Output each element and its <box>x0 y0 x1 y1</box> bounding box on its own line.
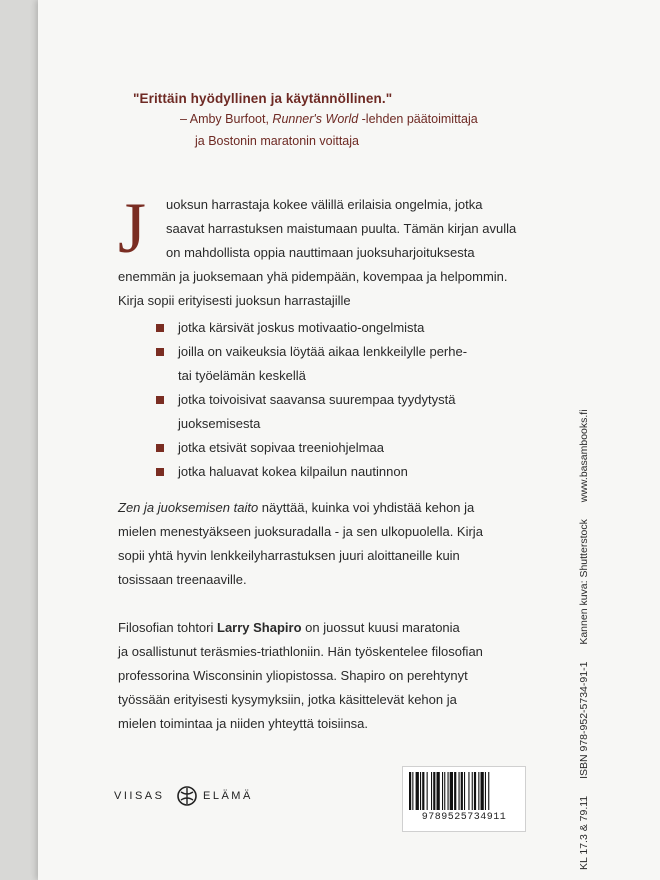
bullet-square-icon <box>156 444 164 452</box>
zen-line: mielen menestyäkseen juoksuradalla - ja sen ulkopuolella. Kirja <box>118 524 483 539</box>
quote-attribution-line2: ja Bostonin maratonin voittaja <box>195 134 359 148</box>
author-line: ja osallistunut teräsmies-triathloniin. Hän työskentelee filosofian <box>118 644 483 659</box>
isbn-text: ISBN 978-952-5734-91-1 <box>578 661 590 779</box>
zen-line: tosissaan treenaaville. <box>118 572 247 587</box>
bullet-item: joilla on vaikeuksia löytää aikaa lenkkeilylle perhe- <box>178 344 468 359</box>
intro-line: on mahdollista oppia nauttimaan juoksuharjoituksesta <box>166 245 475 260</box>
barcode-number: 9789525734911 <box>421 812 507 823</box>
isbn-barcode <box>402 766 526 832</box>
bullet-item: jotka kärsivät joskus motivaatio-ongelmista <box>178 320 425 335</box>
zen-line: Zen ja juoksemisen taito näyttää, kuinka voi yhdistää kehon ja <box>118 500 475 515</box>
bullet-item-cont: tai työelämän keskellä <box>178 368 306 383</box>
author-line: Filosofian tohtori Larry Shapiro on juossut kuusi maratonia <box>118 620 460 635</box>
drop-cap: J <box>118 188 147 268</box>
zen-line: sopii yhtä hyvin lenkkeilyharrastuksen juuri aloittaneille kuin <box>118 548 460 563</box>
author-line: professorina Wisconsinin yliopistossa. Shapiro on perehtynyt <box>118 668 468 683</box>
bullet-item-cont: juoksemisesta <box>178 416 261 431</box>
quote-attribution: – Amby Burfoot, Runner's World -lehden päätoimittaja <box>180 112 478 126</box>
intro-line: Kirja sopii erityisesti juoksun harrastajille <box>118 293 351 308</box>
publisher-name-right: ELÄMÄ <box>203 790 253 802</box>
publisher-url: www.basambooks.fi <box>578 409 590 503</box>
bullet-square-icon <box>156 468 164 476</box>
circle-emblem-icon <box>177 786 197 806</box>
author-line: mielen toimintaa ja niiden yhteyttä toisiinsa. <box>118 716 369 731</box>
review-quote: "Erittäin hyödyllinen ja käytännöllinen." <box>133 91 393 106</box>
bullet-square-icon <box>156 396 164 404</box>
author-name: Larry Shapiro <box>217 620 302 635</box>
publisher-name-left: VIISAS <box>114 790 165 802</box>
bullet-square-icon <box>156 324 164 332</box>
bullet-item: jotka haluavat kokea kilpailun nautinnon <box>178 464 408 479</box>
cover-credit: Kannen kuva: Shutterstock <box>578 519 590 645</box>
bullet-item: jotka toivoisivat saavansa suurempaa tyydytystä <box>178 392 456 407</box>
intro-line: saavat harrastuksen maistumaan puulta. Tämän kirjan avulla <box>166 221 517 236</box>
classification-code: KL 17.3 & 79.11 <box>578 795 590 870</box>
intro-line: enemmän ja juoksemaan yhä pidempään, kovempaa ja helpommin. <box>118 269 508 284</box>
bullet-item: jotka etsivät sopivaa treeniohjelmaa <box>178 440 384 455</box>
barcode-bars-icon <box>409 772 519 812</box>
spine-text <box>578 395 590 870</box>
intro-line: uoksun harrastaja kokee välillä erilaisia ongelmia, jotka <box>166 197 483 212</box>
bullet-square-icon <box>156 348 164 356</box>
author-line: työssään erityisesti kysymyksiin, jotka käsittelevät kehon ja <box>118 692 457 707</box>
